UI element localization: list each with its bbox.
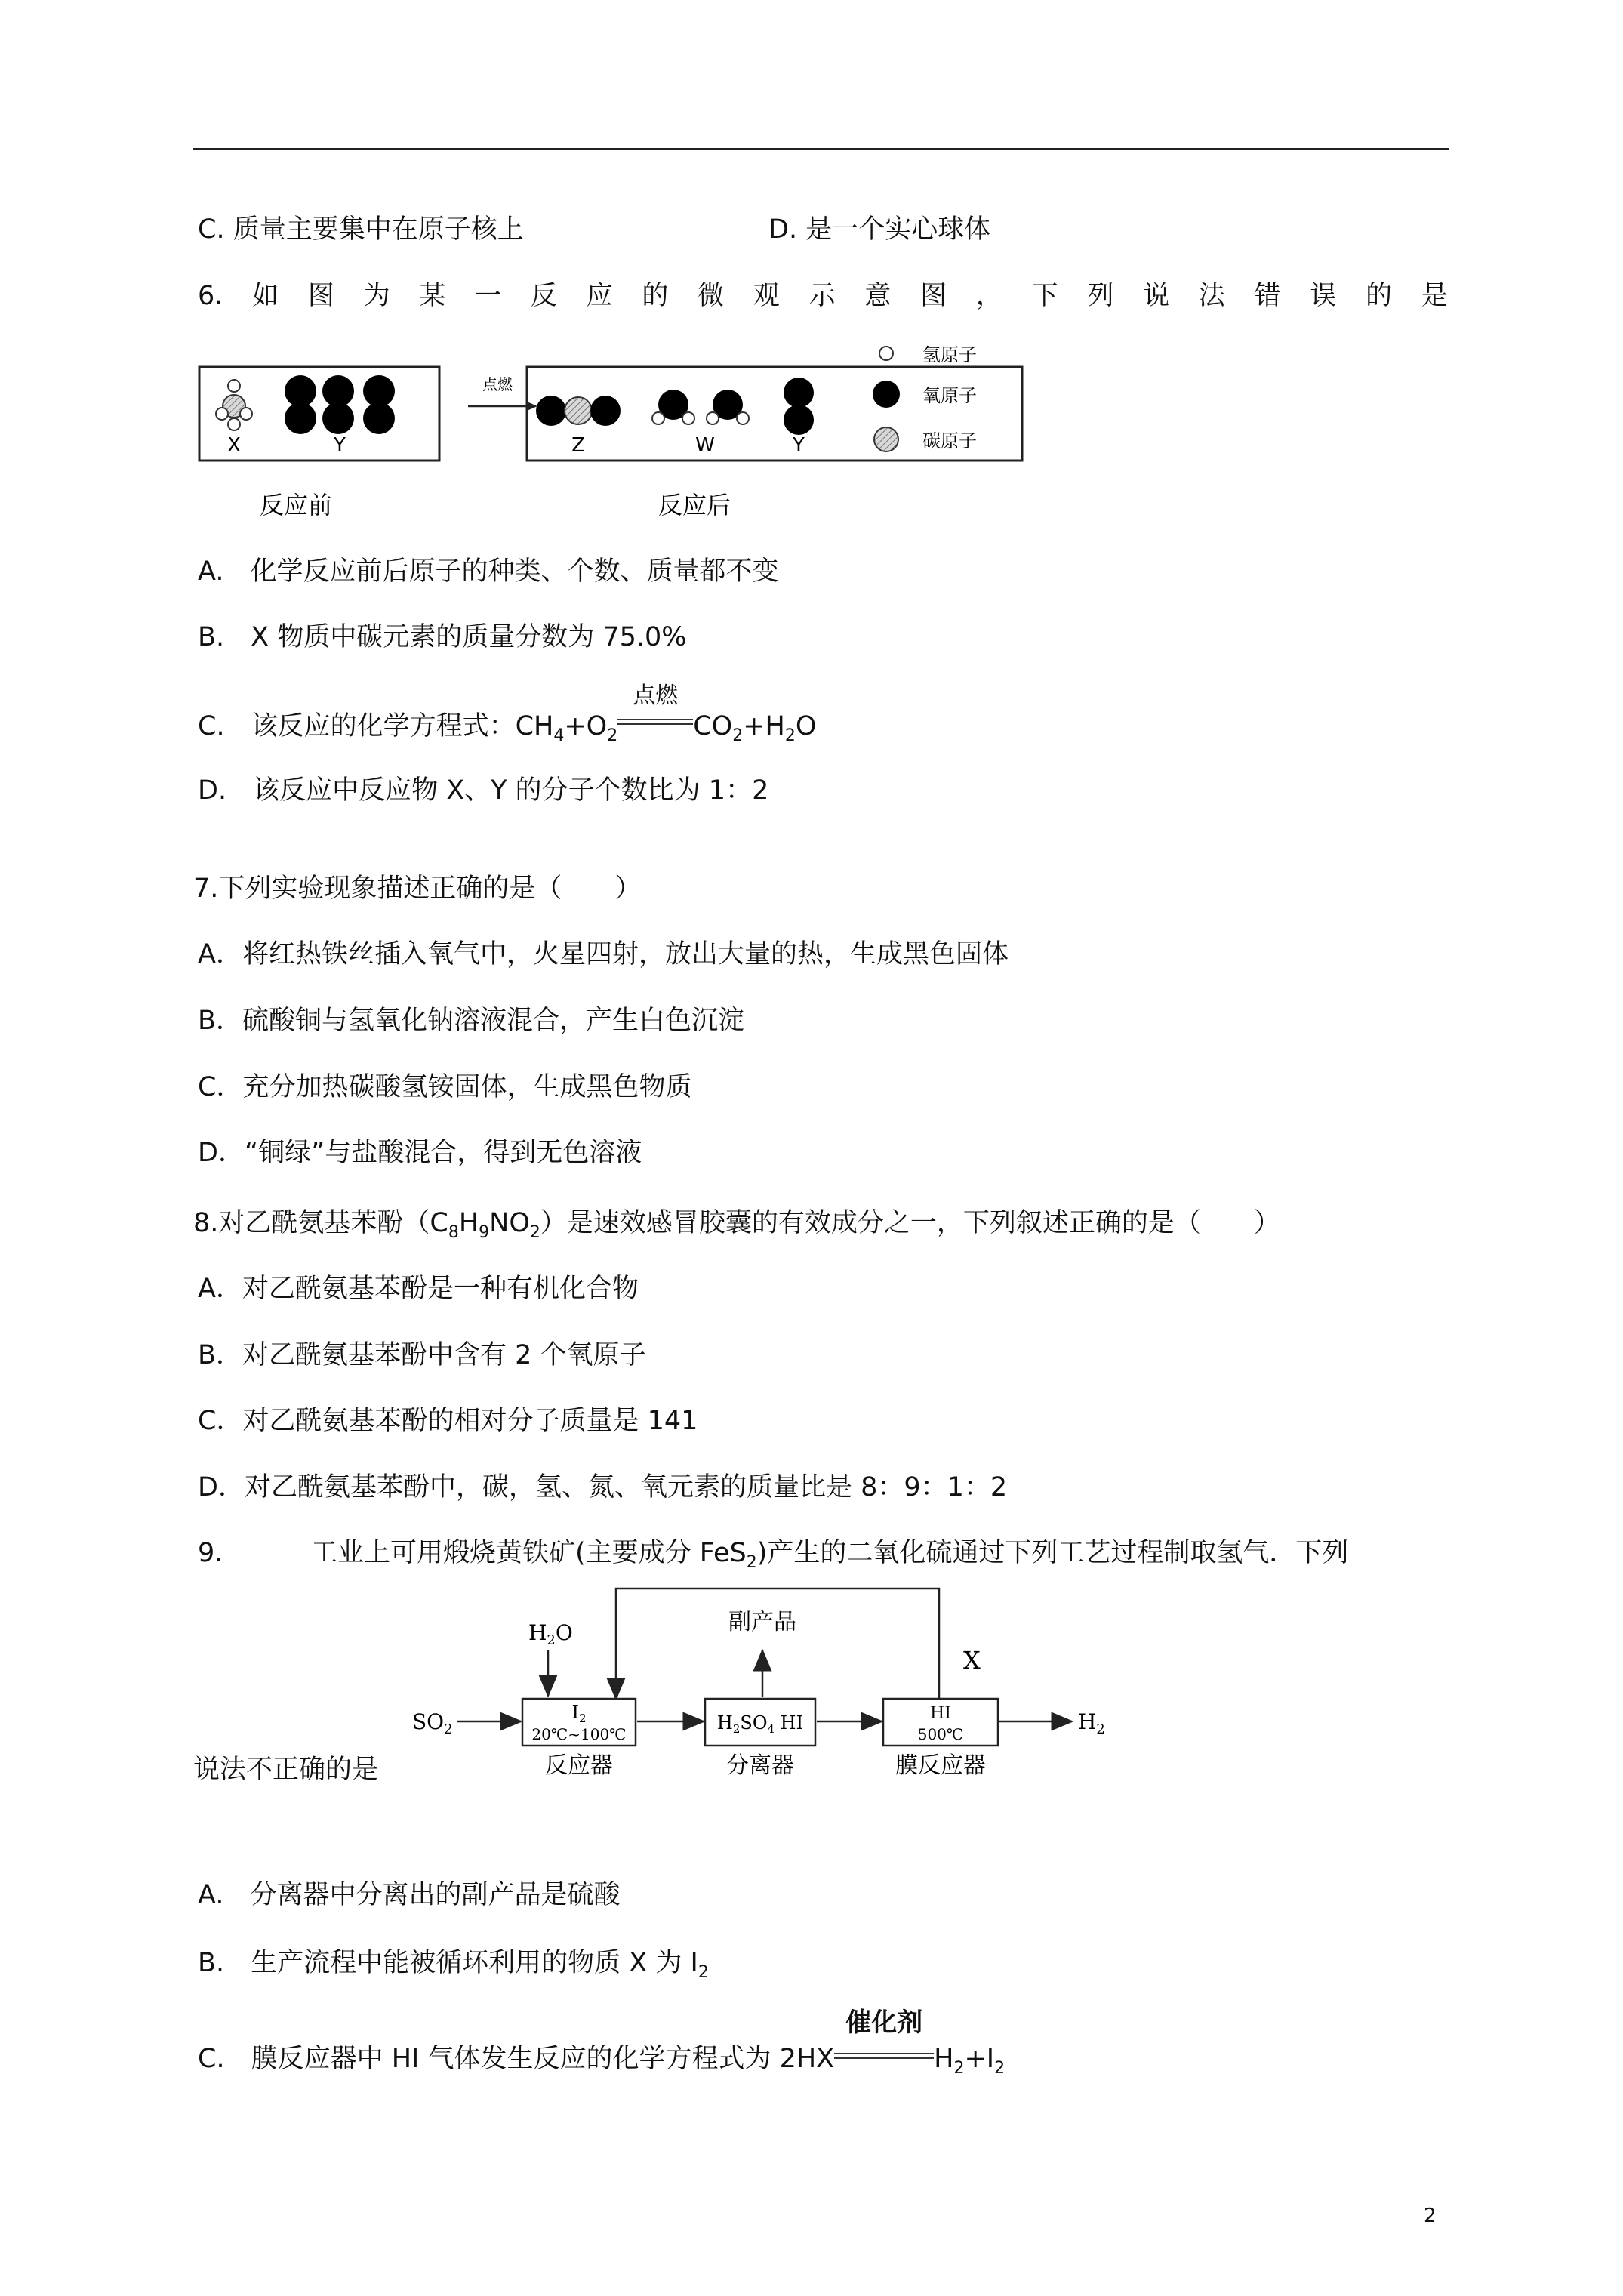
q6-stem-char: 列 bbox=[1087, 281, 1114, 311]
molecule-y-group bbox=[285, 375, 395, 434]
q9-process-flow bbox=[408, 1586, 1132, 1782]
q6-stem-char: 观 bbox=[753, 281, 780, 311]
q6-stem-char: 错 bbox=[1254, 281, 1281, 311]
input-water: $H_2O$ bbox=[528, 1620, 573, 1648]
label-y-before: Y bbox=[334, 434, 346, 457]
q6-stem-char: 某 bbox=[419, 281, 446, 311]
legend-hydrogen: 氢原子 bbox=[922, 344, 977, 365]
label-x: X bbox=[227, 434, 241, 457]
q8-option-c: C．对乙酰氨基苯酚的相对分子质量是 141 bbox=[198, 1406, 698, 1436]
q7-option-a: A．将红热铁丝插入氧气中，火星四射，放出大量的热，生成黑色固体 bbox=[198, 939, 1009, 969]
caption-before: 反应前 bbox=[259, 491, 333, 519]
membrane-temp: 500℃ bbox=[917, 1725, 964, 1743]
q6-option-d: D. 该反应中反应物 X、Y 的分子个数比为 1：2 bbox=[198, 775, 769, 806]
q6-stem-char: 如 bbox=[252, 281, 279, 311]
recycle-label-x: X bbox=[963, 1646, 981, 1675]
caption-after: 反应后 bbox=[658, 491, 731, 519]
q9-stem-line2: 说法不正确的是 bbox=[193, 1755, 379, 1785]
output-h2: $H_2$ bbox=[1078, 1709, 1105, 1737]
separator-name: 分离器 bbox=[726, 1752, 794, 1779]
arrow-label: 点燃 bbox=[482, 375, 513, 393]
membrane-reactor-name: 膜反应器 bbox=[895, 1752, 986, 1779]
q9-option-c: C. 膜反应器中 HI 气体发生反应的化学方程式为 2HX 催化剂 $H_2+I_2$ bbox=[198, 2008, 1006, 2078]
q6-option-b: B. X 物质中碳元素的质量分数为 75.0% bbox=[198, 622, 687, 652]
q6-stem-char: ， bbox=[975, 281, 1002, 311]
q6-option-c: C. 该反应的化学方程式：$CH_4+O_2$ 点燃 $CO_2+H_2O$ bbox=[198, 683, 817, 745]
reactor-temp: 20℃~100℃ bbox=[531, 1725, 627, 1743]
q6-stem-char: 说 bbox=[1143, 281, 1170, 311]
label-y-after: Y bbox=[793, 434, 805, 457]
q9-option-b: B. 生产流程中能被循环利用的物质 X 为 $I_2$ bbox=[198, 1948, 709, 1982]
q6-stem-char: 意 bbox=[864, 281, 892, 311]
q6-stem bbox=[198, 279, 1448, 313]
q6-stem-char: 6. bbox=[198, 281, 223, 311]
q7-option-d: D．“铜绿”与盐酸混合，得到无色溶液 bbox=[198, 1138, 642, 1168]
separator-contents: $H_2SO_4$ HI bbox=[716, 1712, 804, 1736]
q6-stem-char: 法 bbox=[1198, 281, 1225, 311]
q5-option-d: D. 是一个实心球体 bbox=[768, 214, 991, 245]
q6-stem-char: 图 bbox=[920, 281, 947, 311]
legend bbox=[873, 344, 977, 451]
q6-stem-char: 误 bbox=[1310, 281, 1337, 311]
q6-stem-char: 是 bbox=[1421, 281, 1448, 311]
membrane-hi: HI bbox=[930, 1704, 951, 1723]
reactor-name: 反应器 bbox=[545, 1752, 613, 1779]
molecule-w-group bbox=[652, 390, 749, 424]
q6-stem-char: 应 bbox=[586, 281, 613, 311]
catalyst-condition-arrow: 催化剂 bbox=[834, 2042, 934, 2076]
q6-stem-char: 的 bbox=[1366, 281, 1393, 311]
input-so2: $SO_2$ bbox=[412, 1709, 453, 1737]
q6-stem-char: 反 bbox=[530, 281, 557, 311]
q8-stem: 8.对乙酰氨基苯酚$(C_8H_9NO_2)$是速效感冒胶囊的有效成分之一，下列叙述正确的是（ ） bbox=[193, 1208, 1280, 1242]
q6-stem-char: 一 bbox=[475, 281, 502, 311]
molecule-x bbox=[216, 380, 252, 430]
q6-stem-char: 为 bbox=[363, 281, 390, 311]
label-w: W bbox=[695, 434, 715, 457]
q6-stem-char: 的 bbox=[642, 281, 669, 311]
q6-reaction-diagram bbox=[195, 332, 1040, 529]
header-rule bbox=[193, 148, 1449, 150]
q9-stem-line1: 工业上可用煅烧黄铁矿(主要成分 FeS$_2$)产生的二氧化硫通过下列工艺过程制取氢气．下列 bbox=[311, 1538, 1349, 1572]
q6-stem-char: 微 bbox=[698, 281, 725, 311]
legend-carbon: 碳原子 bbox=[922, 430, 977, 451]
q7-stem: 7.下列实验现象描述正确的是（ ） bbox=[193, 874, 642, 904]
reactor-iodine: $I_2$ bbox=[571, 1702, 587, 1725]
molecule-y-after bbox=[784, 378, 814, 435]
molecule-z bbox=[536, 396, 621, 426]
q9-number: 9. bbox=[198, 1538, 223, 1568]
q8-option-d: D．对乙酰氨基苯酚中，碳，氢、氮、氧元素的质量比是 8：9：1：2 bbox=[198, 1472, 1008, 1502]
q8-option-b: B．对乙酰氨基苯酚中含有 2 个氧原子 bbox=[198, 1340, 646, 1370]
q6-stem-char: 下 bbox=[1031, 281, 1058, 311]
q7-option-c: C．充分加热碳酸氢铵固体，生成黑色物质 bbox=[198, 1072, 692, 1102]
legend-oxygen: 氧原子 bbox=[922, 385, 977, 406]
q6-stem-char: 图 bbox=[307, 281, 334, 311]
q6-option-a: A. 化学反应前后原子的种类、个数、质量都不变 bbox=[198, 556, 779, 587]
q6-stem-char: 示 bbox=[808, 281, 836, 311]
page-number: 2 bbox=[1424, 2205, 1437, 2227]
reaction-condition-arrow: 点燃 bbox=[617, 710, 693, 743]
q9-option-a: A. 分离器中分离出的副产品是硫酸 bbox=[198, 1880, 621, 1910]
q8-option-a: A．对乙酰氨基苯酚是一种有机化合物 bbox=[198, 1274, 639, 1304]
q7-option-b: B．硫酸铜与氢氧化钠溶液混合，产生白色沉淀 bbox=[198, 1006, 745, 1036]
byproduct-label: 副产品 bbox=[728, 1609, 796, 1635]
q5-option-c: C. 质量主要集中在原子核上 bbox=[198, 214, 524, 245]
label-z: Z bbox=[571, 434, 585, 457]
